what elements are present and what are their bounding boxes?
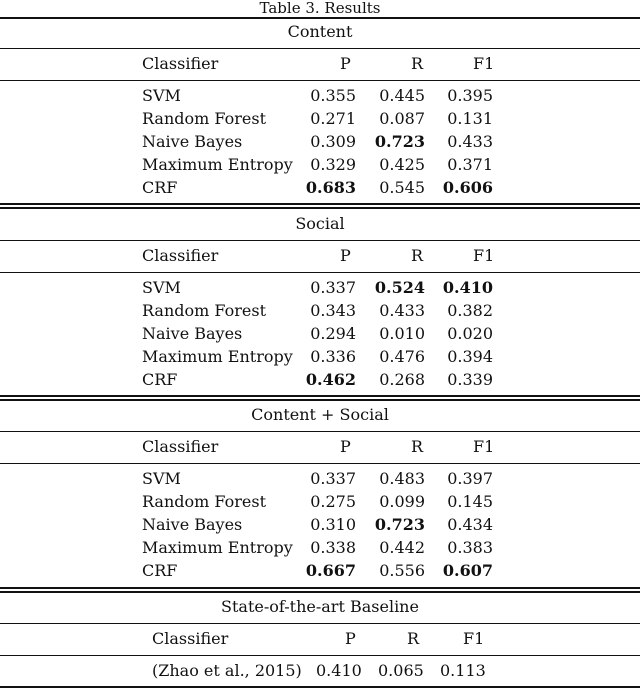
classifier-name: Maximum Entropy <box>142 347 293 366</box>
recall-value: 0.483 <box>379 469 425 488</box>
rule <box>0 623 640 624</box>
column-header-row <box>0 436 640 458</box>
header-f1: F1 <box>473 54 495 73</box>
section-title-content: Content <box>287 22 353 41</box>
header-classifier: Classifier <box>152 629 229 648</box>
f1-value: 0.113 <box>440 661 486 680</box>
header-classifier: Classifier <box>142 54 219 73</box>
precision-value: 0.336 <box>310 347 356 366</box>
recall-value: 0.010 <box>379 324 425 343</box>
header-p: P <box>345 629 356 648</box>
table-row <box>0 514 640 536</box>
f1-value: 0.434 <box>447 515 493 534</box>
precision-value: 0.310 <box>310 515 356 534</box>
precision-value: 0.338 <box>310 538 356 557</box>
rule <box>0 272 640 273</box>
recall-value: 0.087 <box>379 109 425 128</box>
classifier-name: Naive Bayes <box>142 515 243 534</box>
table-row <box>0 108 640 130</box>
header-r: R <box>407 629 420 648</box>
classifier-name: SVM <box>142 86 181 105</box>
table-row <box>0 323 640 345</box>
recall-value: 0.433 <box>379 301 425 320</box>
top-rule <box>0 17 640 19</box>
recall-value: 0.445 <box>379 86 425 105</box>
table-row <box>0 660 640 682</box>
double-rule <box>0 587 640 589</box>
header-classifier: Classifier <box>142 246 219 265</box>
precision-value: 0.337 <box>310 469 356 488</box>
recall-value: 0.268 <box>379 370 425 389</box>
recall-value: 0.545 <box>379 178 425 197</box>
classifier-name: SVM <box>142 469 181 488</box>
section-title-social: Social <box>295 214 345 233</box>
f1-value: 0.395 <box>447 86 493 105</box>
double-rule <box>0 399 640 401</box>
table-caption: Table 3. Results <box>259 0 381 17</box>
precision-value: 0.355 <box>310 86 356 105</box>
table-row <box>0 277 640 299</box>
precision-value: 0.275 <box>310 492 356 511</box>
precision-value: 0.462 <box>305 370 356 389</box>
header-p: P <box>340 437 351 456</box>
table-row <box>0 154 640 176</box>
f1-value: 0.394 <box>447 347 493 366</box>
rule <box>0 240 640 241</box>
precision-value: 0.667 <box>305 561 356 580</box>
section-title-baseline: State-of-the-art Baseline <box>221 597 419 616</box>
classifier-name: Maximum Entropy <box>142 538 293 557</box>
rule <box>0 655 640 656</box>
table-row <box>0 131 640 153</box>
precision-value: 0.329 <box>310 155 356 174</box>
double-rule <box>0 395 640 397</box>
recall-value: 0.442 <box>379 538 425 557</box>
f1-value: 0.145 <box>447 492 493 511</box>
section-title-content-social: Content + Social <box>251 405 389 424</box>
f1-value: 0.433 <box>447 132 493 151</box>
recall-value: 0.476 <box>379 347 425 366</box>
rule <box>0 80 640 81</box>
classifier-name: Random Forest <box>142 301 267 320</box>
classifier-name: CRF <box>142 178 178 197</box>
f1-value: 0.020 <box>447 324 493 343</box>
classifier-name: Random Forest <box>142 492 267 511</box>
precision-value: 0.271 <box>310 109 356 128</box>
double-rule <box>0 207 640 209</box>
header-f1: F1 <box>473 437 495 456</box>
column-header-row <box>0 245 640 267</box>
header-p: P <box>340 54 351 73</box>
recall-value: 0.065 <box>378 661 424 680</box>
precision-value: 0.309 <box>310 132 356 151</box>
precision-value: 0.410 <box>316 661 362 680</box>
double-rule <box>0 203 640 205</box>
header-r: R <box>411 246 424 265</box>
f1-value: 0.339 <box>447 370 493 389</box>
classifier-name: Naive Bayes <box>142 132 243 151</box>
precision-value: 0.343 <box>310 301 356 320</box>
table-row <box>0 560 640 582</box>
classifier-name: (Zhao et al., 2015) <box>152 661 302 680</box>
f1-value: 0.382 <box>447 301 493 320</box>
header-f1: F1 <box>473 246 495 265</box>
classifier-name: Naive Bayes <box>142 324 243 343</box>
table-row <box>0 369 640 391</box>
header-r: R <box>411 54 424 73</box>
header-f1: F1 <box>463 629 485 648</box>
classifier-name: Random Forest <box>142 109 267 128</box>
recall-value: 0.425 <box>379 155 425 174</box>
recall-value: 0.524 <box>374 278 425 297</box>
rule <box>0 463 640 464</box>
double-rule <box>0 591 640 593</box>
bottom-rule <box>0 686 640 688</box>
f1-value: 0.606 <box>442 178 493 197</box>
table-row <box>0 491 640 513</box>
classifier-name: CRF <box>142 370 178 389</box>
f1-value: 0.131 <box>447 109 493 128</box>
classifier-name: SVM <box>142 278 181 297</box>
recall-value: 0.556 <box>379 561 425 580</box>
precision-value: 0.294 <box>310 324 356 343</box>
header-p: P <box>340 246 351 265</box>
table-row <box>0 85 640 107</box>
classifier-name: CRF <box>142 561 178 580</box>
precision-value: 0.337 <box>310 278 356 297</box>
recall-value: 0.723 <box>374 132 425 151</box>
f1-value: 0.607 <box>442 561 493 580</box>
rule <box>0 48 640 49</box>
recall-value: 0.723 <box>374 515 425 534</box>
table-row <box>0 300 640 322</box>
f1-value: 0.371 <box>447 155 493 174</box>
classifier-name: Maximum Entropy <box>142 155 293 174</box>
f1-value: 0.410 <box>442 278 493 297</box>
table-row <box>0 346 640 368</box>
table-row <box>0 468 640 490</box>
header-r: R <box>411 437 424 456</box>
rule <box>0 431 640 432</box>
f1-value: 0.383 <box>447 538 493 557</box>
precision-value: 0.683 <box>305 178 356 197</box>
recall-value: 0.099 <box>379 492 425 511</box>
f1-value: 0.397 <box>447 469 493 488</box>
header-classifier: Classifier <box>142 437 219 456</box>
table-row <box>0 177 640 199</box>
column-header-row <box>0 628 640 650</box>
table-row <box>0 537 640 559</box>
column-header-row <box>0 53 640 75</box>
